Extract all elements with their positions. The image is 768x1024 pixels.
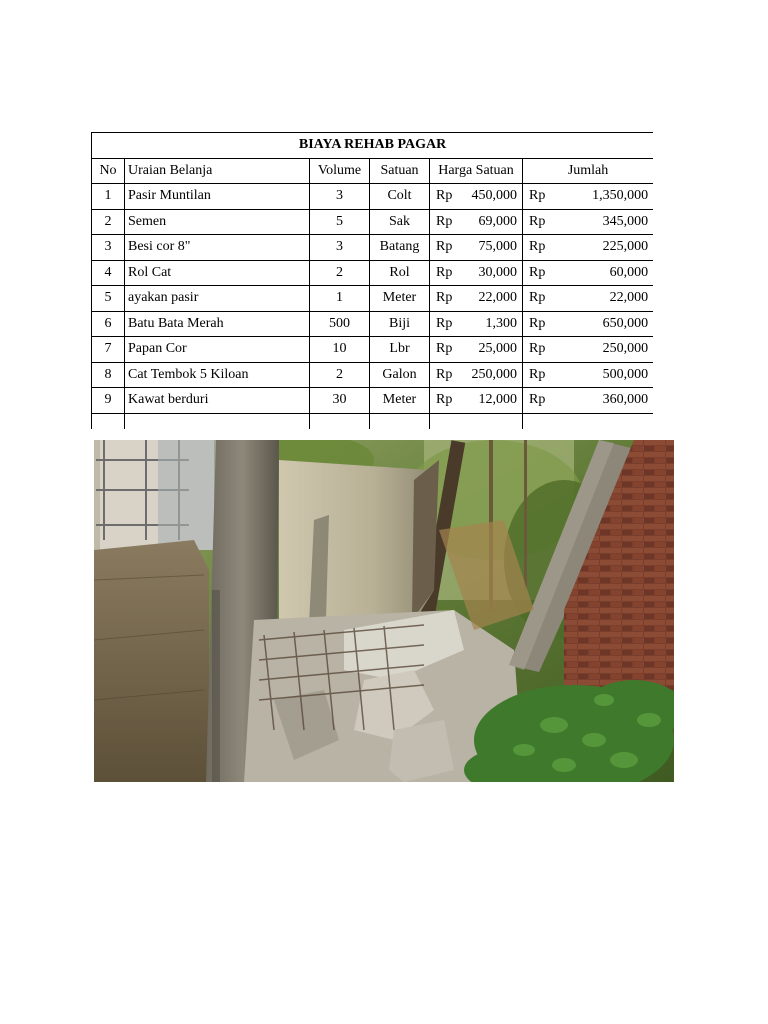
currency-label: Rp: [529, 315, 546, 331]
row-no: 2: [92, 209, 125, 235]
total-value: 360,000: [602, 392, 649, 408]
table-row: [92, 184, 654, 210]
currency-label: Rp: [436, 392, 453, 408]
currency-label: Rp: [529, 239, 546, 255]
row-volume: 30: [310, 388, 370, 414]
price-value: 75,000: [478, 239, 517, 255]
row-unit: Sak: [370, 209, 430, 235]
header-unit: Satuan: [370, 158, 430, 184]
row-volume: 500: [310, 311, 370, 337]
row-volume: 2: [310, 362, 370, 388]
cost-table: [91, 132, 653, 429]
currency-label: Rp: [436, 188, 453, 204]
total-value: 1,350,000: [592, 188, 649, 204]
table-title: BIAYA REHAB PAGAR: [92, 133, 654, 159]
row-total: [523, 362, 654, 388]
header-item: Uraian Belanja: [125, 158, 310, 184]
empty-cell: [370, 413, 430, 429]
row-no: 7: [92, 337, 125, 363]
table-row: [92, 235, 654, 261]
row-no: 8: [92, 362, 125, 388]
header-unit-price: Harga Satuan: [430, 158, 523, 184]
row-item: Kawat berduri: [125, 388, 310, 414]
header-no: No: [92, 158, 125, 184]
row-no: 6: [92, 311, 125, 337]
row-unit: Meter: [370, 286, 430, 312]
table-header-row: [92, 158, 654, 184]
row-total: [523, 209, 654, 235]
row-total: [523, 286, 654, 312]
row-price: [430, 388, 523, 414]
row-price: [430, 209, 523, 235]
empty-cell: [430, 413, 523, 429]
row-item: Pasir Muntilan: [125, 184, 310, 210]
damaged-fence-photo: [94, 440, 674, 782]
empty-cell: [310, 413, 370, 429]
row-no: 5: [92, 286, 125, 312]
currency-label: Rp: [529, 290, 546, 306]
row-volume: 5: [310, 209, 370, 235]
table-row: [92, 209, 654, 235]
row-volume: 3: [310, 235, 370, 261]
row-item: Cat Tembok 5 Kiloan: [125, 362, 310, 388]
row-unit: Biji: [370, 311, 430, 337]
header-total: Jumlah: [523, 158, 654, 184]
currency-label: Rp: [529, 188, 546, 204]
price-value: 30,000: [478, 264, 517, 280]
row-item: Rol Cat: [125, 260, 310, 286]
row-no: 1: [92, 184, 125, 210]
row-price: [430, 260, 523, 286]
empty-cell: [92, 413, 125, 429]
currency-label: Rp: [436, 366, 453, 382]
row-volume: 1: [310, 286, 370, 312]
table-row: [92, 388, 654, 414]
row-unit: Meter: [370, 388, 430, 414]
total-value: 345,000: [602, 213, 649, 229]
total-value: 500,000: [602, 366, 649, 382]
row-price: [430, 286, 523, 312]
row-volume: 10: [310, 337, 370, 363]
row-total: [523, 260, 654, 286]
total-value: 650,000: [602, 315, 649, 331]
row-no: 9: [92, 388, 125, 414]
row-total: [523, 311, 654, 337]
row-volume: 3: [310, 184, 370, 210]
currency-label: Rp: [436, 213, 453, 229]
row-total: [523, 337, 654, 363]
row-unit: Rol: [370, 260, 430, 286]
row-price: [430, 337, 523, 363]
price-value: 69,000: [478, 213, 517, 229]
table-row: [92, 362, 654, 388]
row-price: [430, 362, 523, 388]
row-total: [523, 388, 654, 414]
currency-label: Rp: [529, 264, 546, 280]
empty-cell: [125, 413, 310, 429]
table-row: [92, 286, 654, 312]
row-item: ayakan pasir: [125, 286, 310, 312]
row-price: [430, 235, 523, 261]
row-price: [430, 184, 523, 210]
currency-label: Rp: [529, 366, 546, 382]
table-row: [92, 337, 654, 363]
price-value: 450,000: [471, 188, 517, 204]
row-no: 3: [92, 235, 125, 261]
row-item: Batu Bata Merah: [125, 311, 310, 337]
row-no: 4: [92, 260, 125, 286]
empty-cell: [523, 413, 654, 429]
table-row: [92, 311, 654, 337]
price-value: 1,300: [485, 315, 517, 331]
currency-label: Rp: [436, 341, 453, 357]
price-value: 12,000: [478, 392, 517, 408]
row-total: [523, 235, 654, 261]
currency-label: Rp: [529, 213, 546, 229]
row-price: [430, 311, 523, 337]
price-value: 250,000: [471, 366, 517, 382]
header-volume: Volume: [310, 158, 370, 184]
row-item: Besi cor 8": [125, 235, 310, 261]
currency-label: Rp: [436, 290, 453, 306]
price-value: 22,000: [478, 290, 517, 306]
currency-label: Rp: [436, 264, 453, 280]
currency-label: Rp: [529, 392, 546, 408]
table-row-empty: [92, 413, 654, 429]
row-unit: Colt: [370, 184, 430, 210]
row-unit: Lbr: [370, 337, 430, 363]
currency-label: Rp: [436, 239, 453, 255]
price-value: 25,000: [478, 341, 517, 357]
row-unit: Galon: [370, 362, 430, 388]
table-title-row: [92, 133, 654, 159]
row-unit: Batang: [370, 235, 430, 261]
row-item: Papan Cor: [125, 337, 310, 363]
currency-label: Rp: [436, 315, 453, 331]
row-total: [523, 184, 654, 210]
table-row: [92, 260, 654, 286]
row-volume: 2: [310, 260, 370, 286]
total-value: 225,000: [602, 239, 649, 255]
total-value: 22,000: [609, 290, 649, 306]
total-value: 250,000: [602, 341, 649, 357]
row-item: Semen: [125, 209, 310, 235]
currency-label: Rp: [529, 341, 546, 357]
cost-table-container: [91, 132, 653, 429]
table-body: [92, 184, 654, 430]
total-value: 60,000: [609, 264, 649, 280]
